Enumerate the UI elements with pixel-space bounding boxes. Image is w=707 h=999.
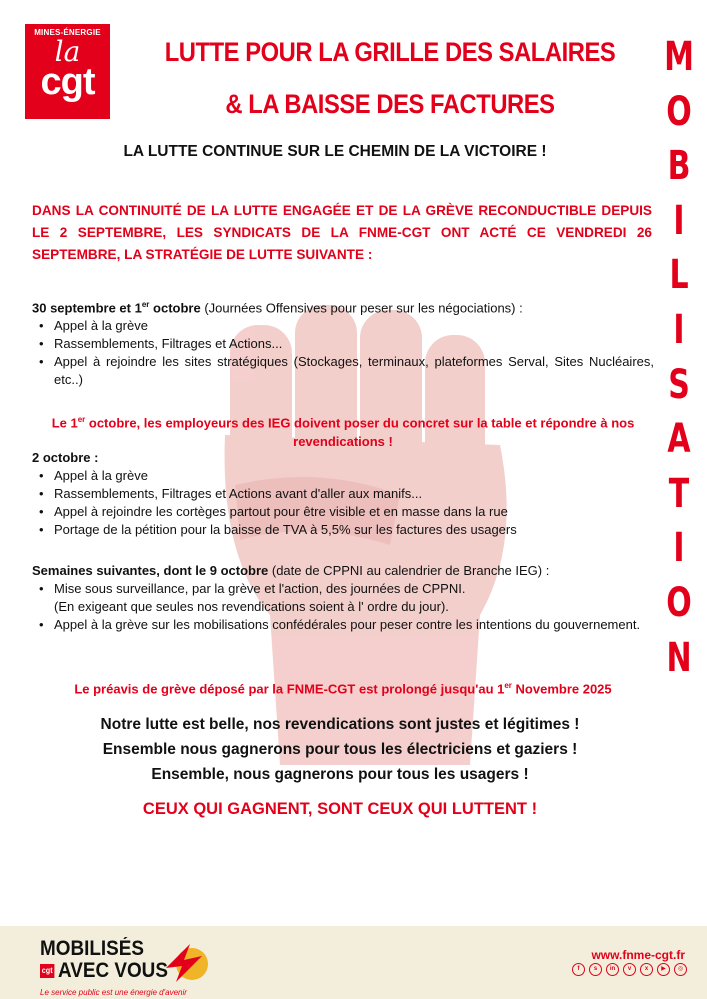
list-item: • Portage de la pétition pour la baisse de TVA à 5,5% sur les factures des usagers: [54, 521, 654, 539]
footer-title: [40, 938, 168, 982]
facebook-icon[interactable]: f: [572, 963, 585, 976]
footer-tagline: Le service public est une énergie d'avenir: [40, 988, 187, 997]
snapchat-icon[interactable]: s: [589, 963, 602, 976]
footer-title-line-1: MOBILISÉS: [40, 937, 144, 960]
instagram-icon[interactable]: ◎: [674, 963, 687, 976]
side-letter: N: [666, 634, 692, 681]
title-line-2: & LA BAISSE DES FACTURES: [225, 89, 555, 119]
footer-cgt-badge: cgt: [40, 964, 54, 978]
footer-title-line-2: AVEC VOUS: [58, 959, 168, 982]
section-semaines-suivantes: [32, 562, 654, 634]
footer-website-link[interactable]: www.fnme-cgt.fr: [591, 948, 685, 962]
side-letter: I: [673, 306, 685, 353]
section-sept-oct: [32, 296, 654, 389]
page-title: [161, 26, 619, 130]
side-letter: B: [667, 143, 691, 190]
closing-line: Notre lutte est belle, nos revendications sont justes et légitimes !: [100, 716, 580, 733]
logo-la: la: [54, 35, 81, 68]
strike-notice: Le préavis de grève déposé par la FNME-CGT est prolongé jusqu'au 1er Novembre 2025: [74, 681, 612, 697]
youtube-icon[interactable]: ▶: [657, 963, 670, 976]
vimeo-icon[interactable]: v: [623, 963, 636, 976]
slogan: CEUX QUI GAGNENT, SONT CEUX QUI LUTTENT !: [142, 800, 538, 818]
side-letter: I: [673, 525, 685, 572]
side-letter: I: [673, 197, 685, 244]
section-2-octobre: [32, 449, 654, 539]
side-letter: L: [669, 252, 689, 299]
subtitle: LA LUTTE CONTINUE SUR LE CHEMIN DE LA VICTOIRE !: [123, 143, 547, 160]
closing-line: Ensemble, nous gagnerons pour tous les usagers !: [151, 766, 529, 783]
cgt-logo: [25, 24, 110, 119]
list-item: • Rassemblements, Filtrages et Actions avant d'aller aux manifs...: [54, 485, 654, 503]
list-item: • Appel à rejoindre les sites stratégiques (Stockages, terminaux, plateformes Serval, Sites Nucléaires, etc..): [54, 353, 654, 389]
closing-statements: [30, 712, 650, 787]
side-letter: O: [666, 579, 692, 626]
list-item: • Appel à rejoindre les cortèges partout pour être visible et en masse dans la rue: [54, 503, 654, 521]
list-item: • Appel à la grève: [54, 467, 654, 485]
section-heading: 2 octobre :: [32, 450, 99, 465]
footer: [0, 926, 707, 999]
logo-cgt: cgt: [40, 61, 95, 103]
list-item: (En exigeant que seules nos revendications soient à l' ordre du jour).: [54, 599, 449, 614]
linkedin-icon[interactable]: in: [606, 963, 619, 976]
lightning-hand-icon: [160, 938, 210, 986]
side-word-mobilisation: [655, 30, 703, 685]
side-letter: M: [664, 34, 694, 80]
social-icons: [572, 963, 687, 976]
section-heading: Semaines suivantes, dont le 9 octobre (date de CPPNI au calendrier de Branche IEG) :: [32, 563, 550, 578]
list-item: • Rassemblements, Filtrages et Actions...: [54, 335, 654, 353]
list-item: • Mise sous surveillance, par la grève et l'action, des journées de CPPNI.: [54, 580, 654, 598]
employers-note: Le 1er octobre, les employeurs des IEG doivent poser du concret sur la table et répondre à nos revendications !: [51, 415, 635, 450]
side-letter: A: [667, 416, 691, 463]
title-line-1: LUTTE POUR LA GRILLE DES SALAIRES: [164, 37, 616, 67]
intro-paragraph: DANS LA CONTINUITÉ DE LA LUTTE ENGAGÉE ET DE LA GRÈVE RECONDUCTIBLE DEPUIS LE 2 SEPTEMBRE, LES SYNDICATS DE LA FNME-CGT ONT ACTÉ CE VENDREDI 26 SEPTEMBRE, LA STRATÉGIE DE LUTTE SUIVANTE :: [32, 203, 652, 262]
side-letter: T: [668, 470, 690, 517]
logo-caption: MINES-ÉNERGIE: [34, 28, 101, 37]
list-item: • Appel à la grève: [54, 317, 654, 335]
side-letter: S: [668, 361, 690, 408]
section-heading: 30 septembre et 1er octobre (Journées Offensives pour peser sur les négociations) :: [32, 300, 523, 316]
list-item: • Appel à la grève sur les mobilisations confédérales pour peser contre les intentions du gouvernement.: [54, 616, 654, 634]
x-icon[interactable]: x: [640, 963, 653, 976]
side-letter: O: [666, 88, 692, 135]
closing-line: Ensemble nous gagnerons pour tous les électriciens et gaziers !: [102, 741, 578, 758]
